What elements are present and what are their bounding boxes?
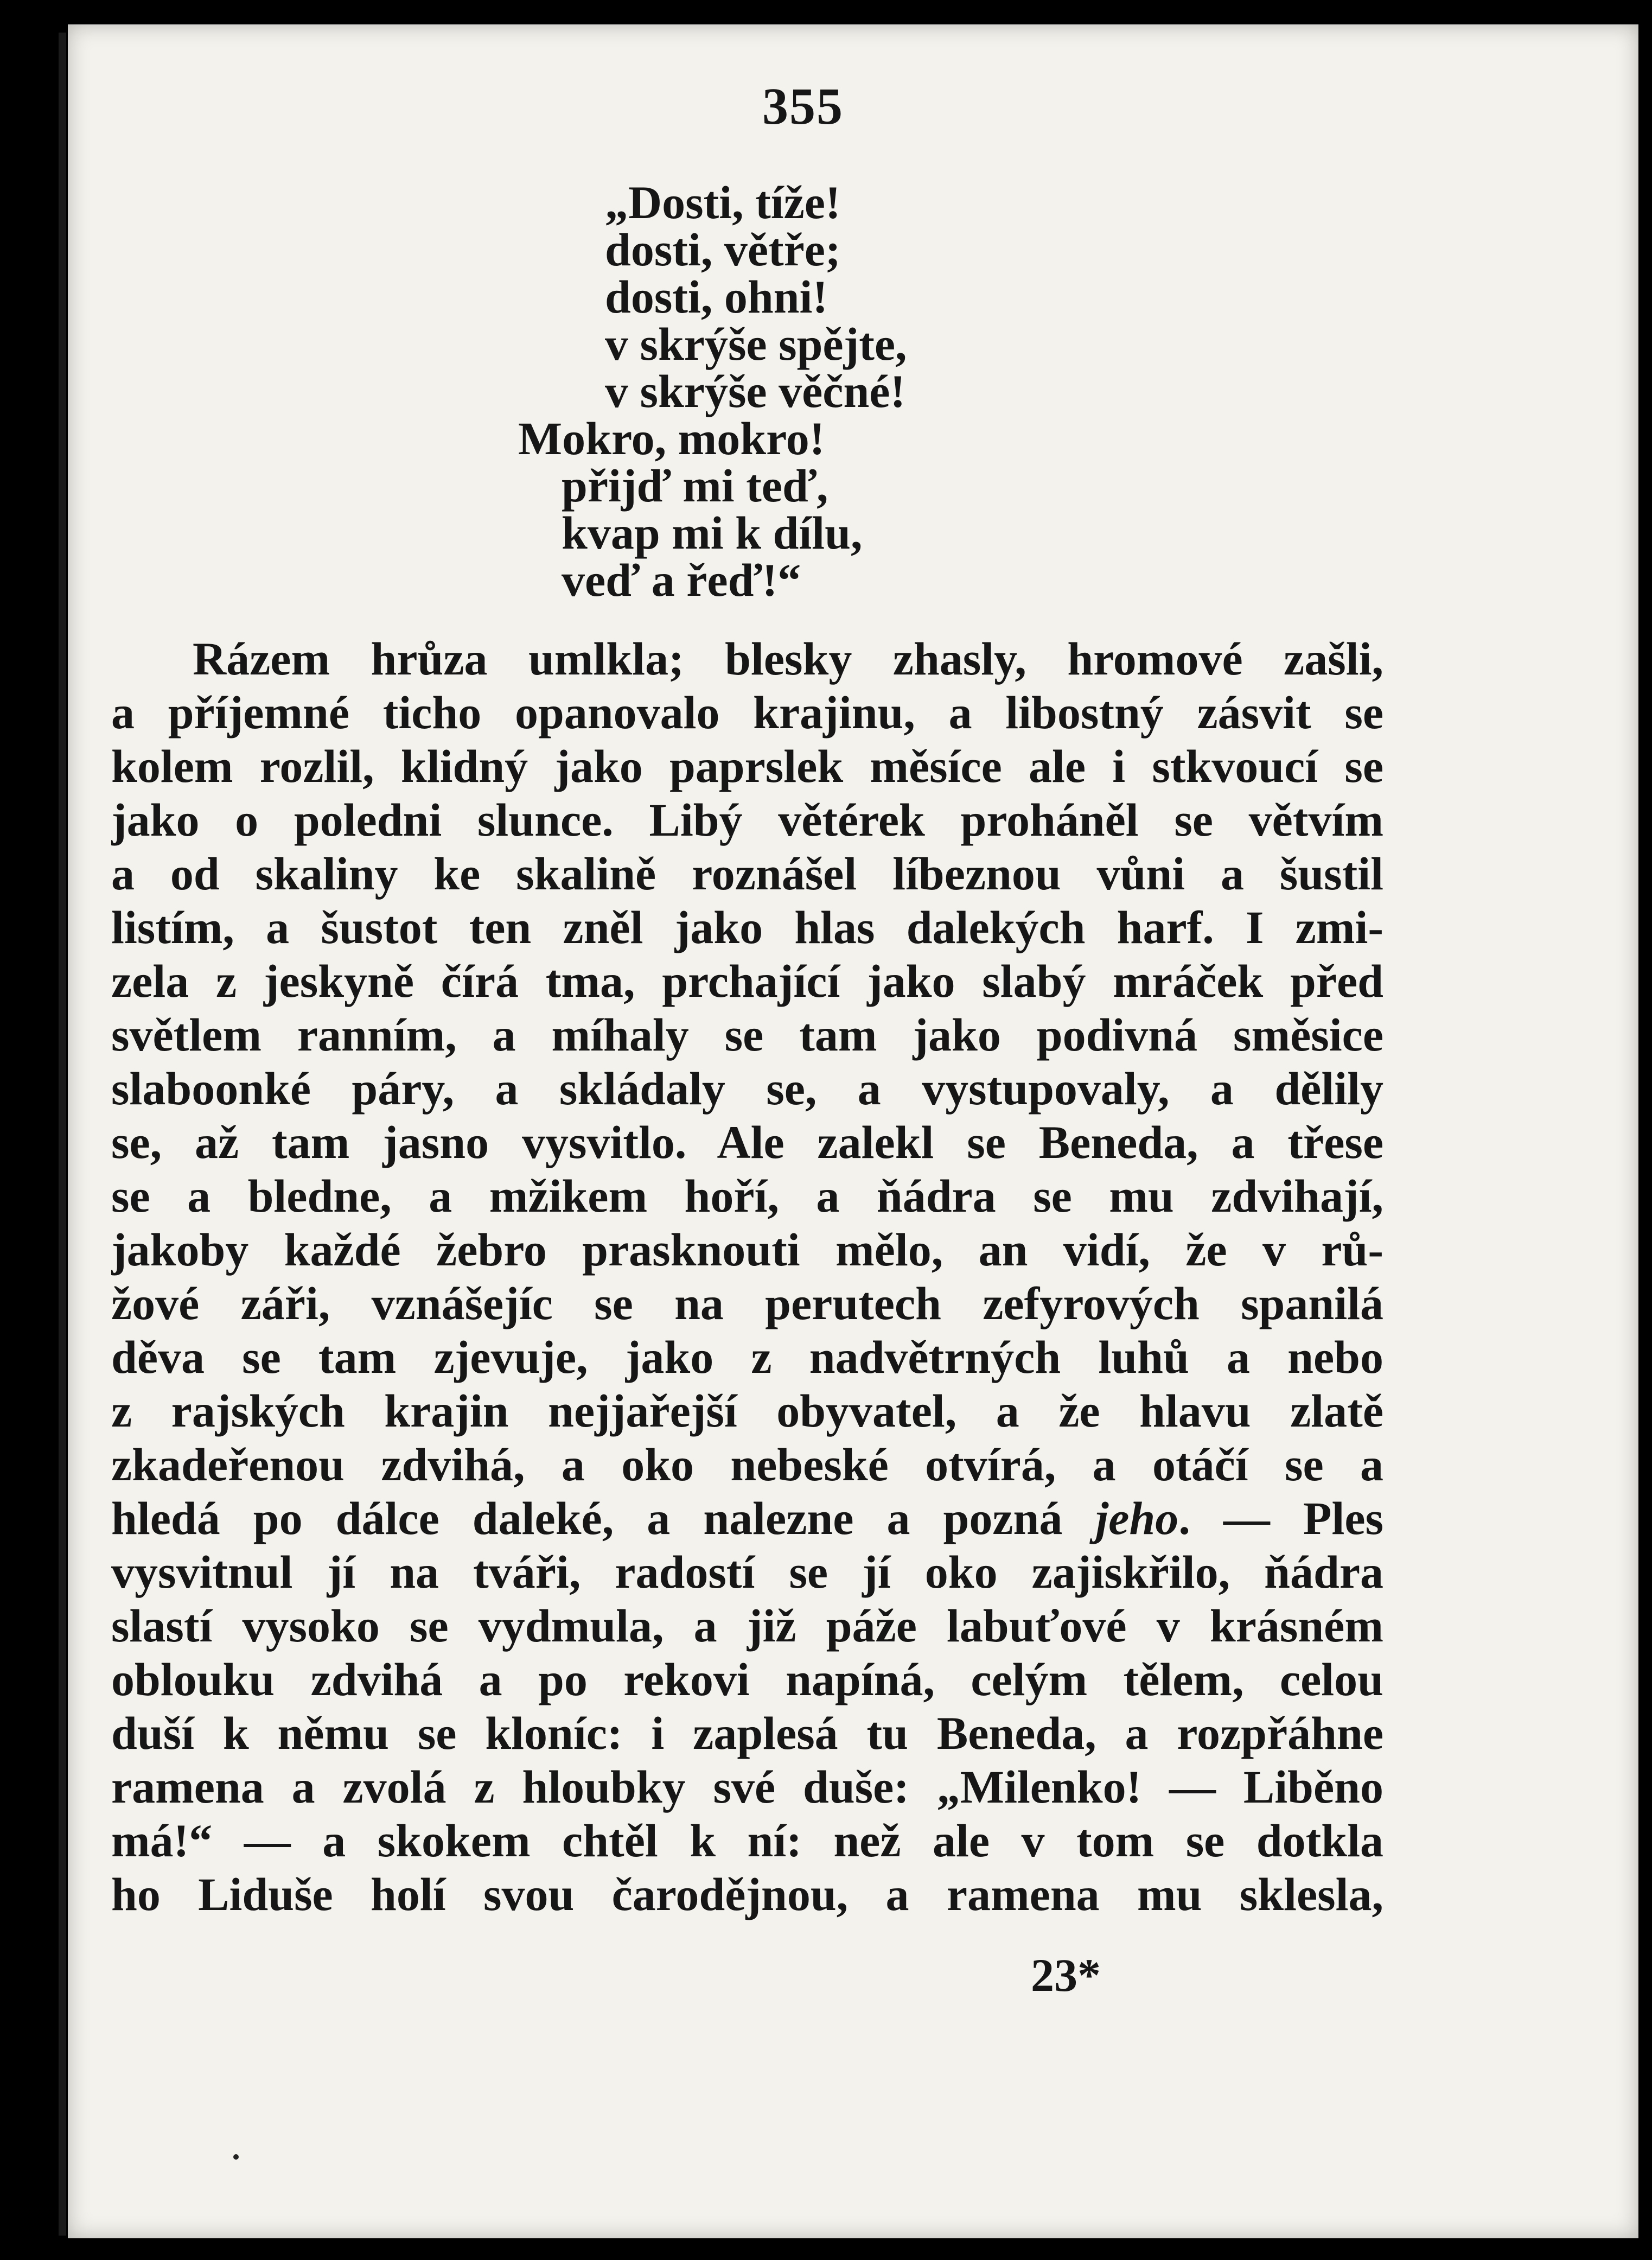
binding-edge [59,33,66,2236]
prose-line: ho Liduše holí svou čarodějnou, a ramena mu sklesla, [111,1868,1383,1920]
poem-line: přijď mi teď, [562,460,828,512]
emphasized-word: jeho [1095,1492,1179,1544]
prose-paragraph [111,632,1383,1921]
prose-line: z rajských krajin nejjařejší obyvatel, a že hlavu zlatě [111,1385,1383,1437]
prose-line-tail: . — Ples [1178,1492,1383,1544]
prose-line: děva se tam zjevuje, jako z nadvětrných luhů a nebo [111,1331,1383,1383]
poem-line: kvap mi k dílu, [562,507,863,559]
prose-line: listím, a šustot ten zněl jako hlas dalekých harf. I zmi- [111,901,1383,953]
poem-line: veď a řeď!“ [562,554,801,606]
page-number: 355 [762,77,844,135]
prose-line: zela z jeskyně čírá tma, prchající jako slabý mráček před [111,955,1383,1007]
poem-line: v skrýše spějte, [605,318,907,370]
prose-line: se, až tam jasno vysvitlo. Ale zalekl se Beneda, a třese [111,1116,1383,1168]
prose-line: oblouku zdvihá a po rekovi napíná, celým tělem, celou [111,1653,1383,1705]
prose-line: se a bledne, a mžikem hoří, a ňádra se mu zdvihají, [111,1170,1383,1222]
dust-speck [233,2154,239,2160]
prose-line: kolem rozlil, klidný jako paprslek měsíce ale i stkvoucí se [111,740,1383,792]
poem-line: „Dosti, tíže! [605,176,841,228]
prose-line: zkadeřenou zdvihá, a oko nebeské otvírá, a otáčí se a [111,1438,1383,1491]
prose-line: duší k němu se kloníc: i zaplesá tu Beneda, a rozpřáhne [111,1707,1383,1759]
poem-line: dosti, větře; [605,224,841,276]
prose-line: světlem ranním, a míhaly se tam jako podivná směsice [111,1009,1383,1061]
prose-line: má!“ — a skokem chtěl k ní: než ale v tom se dotkla [111,1815,1383,1867]
poem-line: dosti, ohni! [605,271,828,323]
prose-line: slaboonké páry, a skládaly se, a vystupovaly, a dělily [111,1062,1383,1115]
prose-line: a od skaliny ke skalině roznášel líbeznou vůni a šustil [111,848,1383,900]
poem-line: v skrýše věčné! [605,365,906,417]
poem-line: Mokro, mokro! [518,412,825,464]
prose-line: jakoby každé žebro prasknouti mělo, an vidí, že v rů- [111,1224,1383,1276]
prose-line: ramena a zvolá z hloubky své duše: „Milenko! — Liběno [111,1761,1383,1813]
prose-line: žové záři, vznášejíc se na perutech zefyrových spanilá [111,1277,1383,1329]
prose-line-emph [111,1492,1383,1545]
prose-line: Rázem hrůza umlkla; blesky zhasly, hromové zašli, [193,633,1383,685]
prose-line: slastí vysoko se vydmula, a již páže labuťové v krásném [111,1600,1383,1652]
signature-mark: 23* [1031,1949,1101,2001]
prose-line: jako o poledni slunce. Libý větérek proháněl se větvím [111,794,1383,846]
prose-line: a příjemné ticho opanovalo krajinu, a libostný zásvit se [111,686,1383,739]
prose-line: vysvitnul jí na tváři, radostí se jí oko zajiskřilo, ňádra [111,1546,1383,1598]
prose-line-text: hledá po dálce daleké, a nalezne a pozná [111,1492,1063,1544]
